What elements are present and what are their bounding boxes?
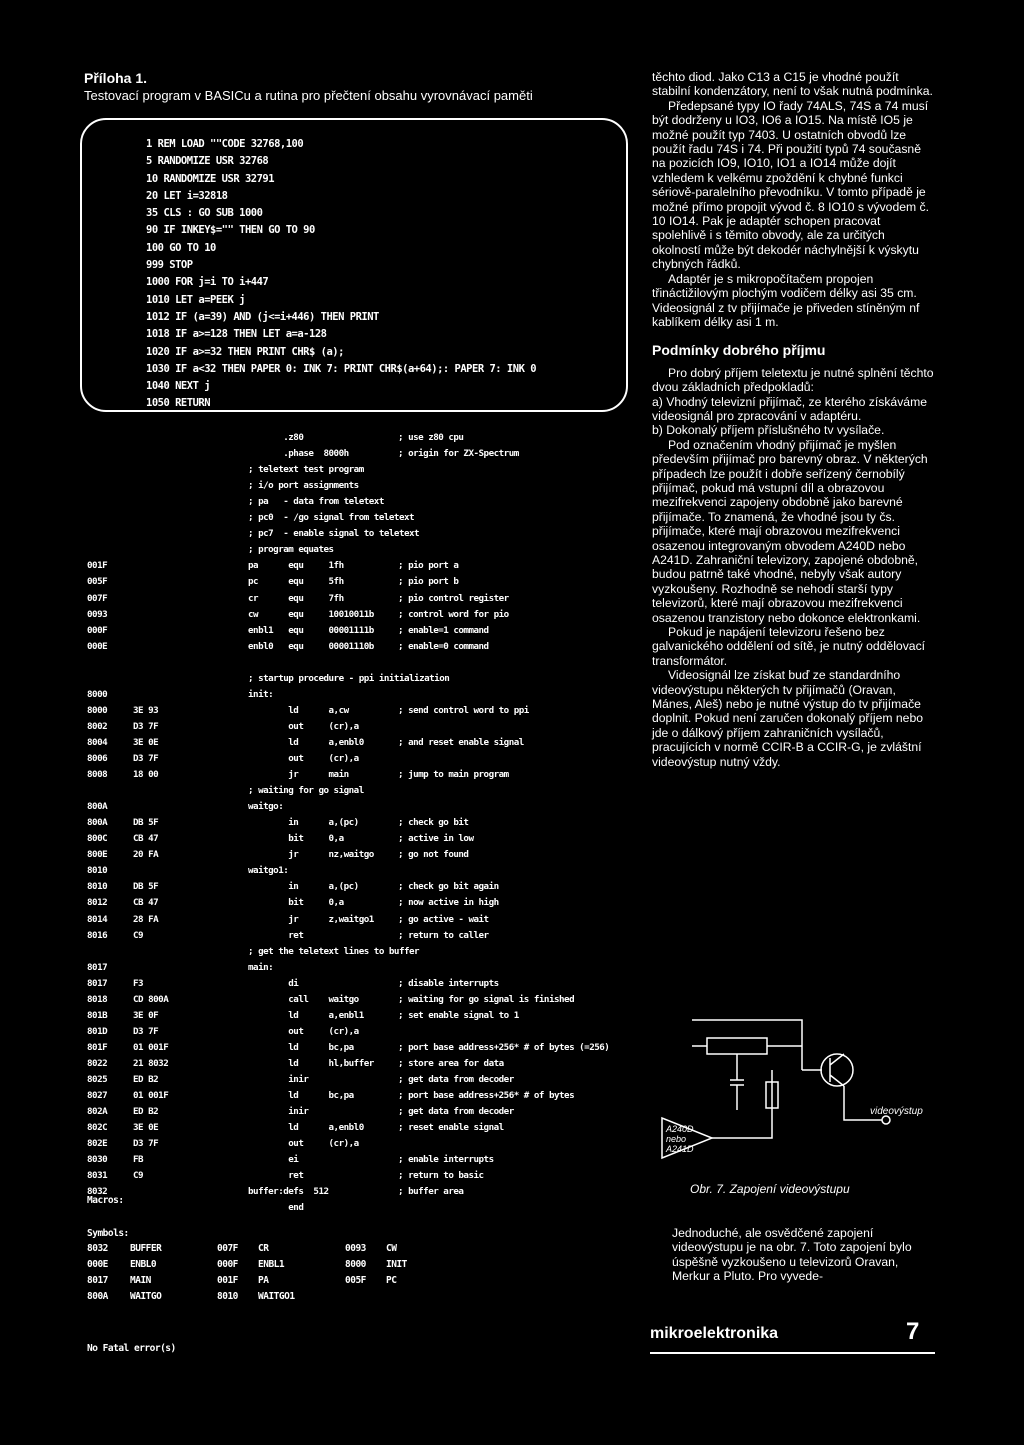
asm-comment: ; use z80 cpu	[398, 432, 464, 443]
asm-source: di	[248, 977, 299, 989]
asm-source: in a,(pc)	[248, 817, 359, 829]
asm-address: 8022	[87, 1057, 108, 1069]
asm-address: 000E	[87, 640, 108, 652]
asm-comment: ; active in low	[398, 833, 474, 845]
basic-line: 1030 IF a<32 THEN PAPER 0: INK 7: PRINT CHR$(a+64);: PAPER 7: INK 0	[146, 362, 537, 375]
asm-comment: ; check go bit again	[398, 881, 499, 893]
asm-address: 8012	[87, 897, 108, 909]
asm-address: 8008	[87, 769, 108, 781]
asm-comment: ; disable interrupts	[398, 977, 499, 989]
asm-comment: ; pio port a	[398, 560, 459, 572]
symbol-name: CR	[258, 1243, 269, 1254]
symbol-name: BUFFER	[130, 1243, 162, 1254]
asm-opcode: FB	[133, 1154, 144, 1166]
asm-comment: ; and reset enable signal	[398, 736, 524, 748]
chip-label: nebo	[666, 1134, 687, 1144]
asm-opcode: 3E 0E	[133, 736, 159, 748]
asm-address: 005F	[87, 576, 108, 588]
asm-comment: ; control word for pio	[398, 608, 509, 620]
basic-line: 35 CLS : GO SUB 1000	[146, 207, 263, 220]
asm-source: cr equ 7fh	[248, 592, 344, 604]
asm-source: ; waiting for go signal	[248, 785, 364, 797]
asm-source: waitgo:	[248, 801, 284, 813]
basic-line: 1040 NEXT j	[146, 380, 211, 393]
asm-opcode: D3 7F	[133, 1025, 159, 1037]
asm-source: inir	[248, 1074, 309, 1085]
basic-line: 999 STOP	[146, 259, 193, 272]
asm-opcode: CD 800A	[133, 993, 169, 1005]
symbol-value: 005F	[345, 1275, 366, 1286]
asm-source: ; startup procedure - ppi initialization	[248, 672, 450, 684]
asm-comment: ; enable=0 command	[398, 640, 489, 652]
basic-line: 1 REM LOAD ""CODE 32768,100	[146, 138, 304, 150]
asm-opcode: DB 5F	[133, 817, 159, 829]
asm-opcode: D3 7F	[133, 720, 159, 732]
symbol-value: 001F	[217, 1275, 238, 1286]
asm-comment: ; return to basic	[398, 1170, 484, 1182]
asm-comment: ; buffer area	[398, 1186, 464, 1198]
basic-line: 90 IF INKEY$="" THEN GO TO 90	[146, 224, 315, 237]
magazine-name: mikroelektronika	[650, 1325, 779, 1342]
asm-address: 8031	[87, 1170, 108, 1182]
asm-source: main:	[248, 961, 274, 973]
basic-line: 1010 LET a=PEEK j	[146, 293, 245, 306]
list-item: a) Vhodný televizní přijímač, ze kterého získáváme videosignál pro zpracování v adaptéru.	[652, 394, 928, 423]
symbol-name: INIT	[386, 1259, 407, 1270]
appendix-title: Příloha 1.	[84, 70, 148, 86]
asm-source: out (cr),a	[248, 753, 359, 764]
basic-line: 1000 FOR j=i TO i+447	[146, 276, 269, 289]
asm-source: cw equ 10010011b	[248, 608, 374, 620]
asm-opcode: D3 7F	[133, 1138, 159, 1150]
paragraph: Předepsané typy IO řady 74ALS, 74S a 74 musí být dodrženy u IO3, IO6 a IO15. Na místě IO5 je možné použít typ 7403. U ostatních obvodů lze použít řadu 74S i 74. Při použití typů 74 současně na pozicích IO9, IO10, IO1 a IO14 může dojít vzhledem k velkému zpoždění k chybné funkci sériově-paralelního převodníku. V tomto případě je možné přímo propojit vývod č. 8 IO10 s vývodem č. 10 IO14. Pak je adaptér schopen pracovat spolehlivě i s těmito obvody, ale za určitých okolností může být dekodér náchylnější k výskytu chybných řádků.	[652, 98, 930, 272]
no-fatal-errors: No Fatal error(s)	[87, 1343, 176, 1354]
asm-source: waitgo1:	[248, 865, 289, 877]
asm-address: 8006	[87, 753, 108, 764]
symbol-value: 8017	[87, 1275, 108, 1286]
paragraph: Pod označením vhodný přijímač je myšlen především přijímač pro barevný obraz. V některých případech lze použít i dobře seřízený černobílý přijímač, pokud má vstupní díl a obrazovou mezifrekvenci zapojeny obdobně jako barevné přijímače. To znamená, že vhodné jsou ty čs. přijímače, které mají obrazovou mezifrekvenci osazenou integrovaným obvodem A240D nebo A241D. Zahraniční televizory, zapojené obdobně, budou patrně také vhodné, nebyly však autory vyzkoušeny. Rozhodně se nehodí starší typy televizorů, které mají obrazovou mezifrekvenci osazenou tranzistory nebo dokonce elektronkami.	[652, 437, 928, 625]
asm-opcode: C9	[133, 1170, 144, 1182]
asm-address: 8010	[87, 881, 108, 893]
schematic-transistor-leads	[830, 1054, 844, 1086]
asm-opcode: 18 00	[133, 769, 159, 781]
asm-comment: ; get data from decoder	[398, 1106, 514, 1118]
asm-address: 8032	[87, 1186, 108, 1198]
asm-opcode: 3E 93	[133, 704, 159, 716]
asm-source: ld a,enbl0	[248, 1122, 364, 1134]
basic-line: 1050 RETURN	[146, 397, 211, 410]
asm-comment: ; go not found	[398, 849, 469, 861]
asm-opcode: 3E 0F	[133, 1009, 159, 1021]
asm-address: 8017	[87, 977, 108, 989]
asm-comment: ; enable=1 command	[398, 624, 489, 636]
asm-source: call waitgo	[248, 993, 359, 1005]
asm-address: 801D	[87, 1025, 108, 1037]
asm-opcode: DB 5F	[133, 881, 159, 893]
asm-comment: ; origin for ZX-Spectrum	[398, 448, 519, 460]
paragraph: Pokud je napájení televizoru řešeno bez galvanického oddělení od sítě, je nutný oddělovací transformátor.	[652, 625, 926, 668]
schematic-wire	[712, 1110, 772, 1138]
asm-source: inir	[248, 1106, 309, 1118]
asm-source: ret	[248, 929, 304, 941]
asm-address: 001F	[87, 560, 108, 572]
asm-source: buffer:defs 512	[248, 1186, 329, 1198]
asm-comment: ; check go bit	[398, 817, 469, 829]
asm-address: 800E	[87, 849, 108, 861]
asm-address: 8002	[87, 720, 108, 732]
symbol-value: 0093	[345, 1243, 366, 1254]
asm-source: out (cr),a	[248, 1025, 359, 1037]
asm-address: 000F	[87, 624, 108, 636]
asm-source: ei	[248, 1154, 299, 1166]
asm-opcode: F3	[133, 977, 144, 989]
paragraph: Videosignál lze získat buď ze standardního videovýstupu některých tv přijímačů (Oravan, Mánes, Aleš) nebo je nutné výstup do tv přijímače doplnit. Pokud není zaručen dokonalý příjem nebo jde o dálkový příjem zahraničních vysílačů, pracujících v normě CCIR-B a CCIR-G, je zvláštní videovýstup nutný vždy.	[652, 668, 924, 769]
asm-comment: ; pio port b	[398, 576, 459, 588]
asm-opcode: 21 8032	[133, 1057, 169, 1069]
schematic-capacitor	[730, 1080, 744, 1085]
symbol-value: 007F	[217, 1243, 238, 1254]
asm-comment: ; send control word to ppi	[398, 704, 529, 716]
basic-line: 1012 IF (a=39) AND (j<=i+446) THEN PRINT	[146, 310, 379, 323]
asm-comment: ; port base address+256* # of bytes	[398, 1090, 575, 1102]
asm-address: 8025	[87, 1074, 108, 1085]
paragraph: Pro dobrý příjem teletextu je nutné splnění těchto dvou základních předpokladů:	[652, 365, 934, 395]
footer-rule	[650, 1352, 935, 1354]
asm-address: 8014	[87, 913, 108, 925]
asm-source: in a,(pc)	[248, 881, 359, 893]
basic-line: 1018 IF a>=128 THEN LET a=a-128	[146, 328, 327, 341]
asm-address: 801B	[87, 1009, 108, 1021]
asm-address: 8030	[87, 1154, 108, 1166]
chip-label: A241D	[666, 1144, 694, 1154]
asm-source: .phase 8000h	[248, 448, 349, 460]
asm-comment: ; enable interrupts	[398, 1154, 494, 1166]
symbol-name: ENBL1	[258, 1259, 285, 1270]
paragraph: Adaptér je s mikropočítačem propojen třináctižilovým plochým vodičem délky asi 35 cm. Videosignál z tv přijímače je přiveden stíněným nf kablíkem délky asi 1 m.	[652, 271, 920, 329]
symbol-name: ENBL0	[130, 1259, 157, 1270]
macros-label: Macros:	[87, 1195, 124, 1206]
asm-source: out (cr),a	[248, 720, 359, 732]
asm-source: ld bc,pa	[248, 1090, 354, 1102]
asm-source: pc equ 5fh	[248, 576, 344, 588]
paragraph: těchto diod. Jako C13 a C15 je vhodné použít stabilní kondenzátory, není to však nutná podmínka.	[652, 70, 933, 99]
basic-line: 5 RANDOMIZE USR 32768	[146, 155, 269, 168]
asm-opcode: CB 47	[133, 897, 159, 909]
asm-source: jr z,waitgo1	[248, 913, 374, 925]
symbol-name: WAITGO	[130, 1291, 162, 1302]
asm-address: 802E	[87, 1138, 108, 1150]
chip-label: A240D	[666, 1124, 694, 1134]
asm-opcode: 01 001F	[133, 1090, 169, 1102]
asm-comment: ; pio control register	[398, 592, 509, 604]
symbol-name: MAIN	[130, 1275, 151, 1286]
basic-listing	[146, 136, 536, 413]
asm-address: 007F	[87, 592, 108, 604]
asm-address: 800C	[87, 833, 108, 845]
asm-address: 8010	[87, 865, 108, 877]
asm-comment: ; now active in high	[398, 897, 499, 909]
symbol-name: CW	[386, 1243, 397, 1254]
asm-source: ; teletext test program	[248, 464, 364, 476]
symbol-value: 8032	[87, 1243, 108, 1254]
asm-address: 0093	[87, 608, 108, 620]
asm-source: ld bc,pa	[248, 1041, 354, 1053]
asm-address: 8000	[87, 688, 108, 700]
asm-address: 8018	[87, 993, 108, 1005]
asm-source: ; pc0 - /go signal from teletext	[248, 512, 415, 524]
asm-address: 8027	[87, 1090, 108, 1102]
asm-opcode: CB 47	[133, 833, 159, 845]
asm-source: jr nz,waitgo	[248, 849, 374, 861]
asm-address: 801F	[87, 1041, 108, 1053]
symbol-value: 000E	[87, 1259, 108, 1270]
section-heading: Podmínky dobrého příjmu	[652, 342, 826, 359]
asm-comment: ; store area for data	[398, 1057, 504, 1069]
asm-opcode: 28 FA	[133, 913, 159, 925]
asm-source: ret	[248, 1170, 304, 1182]
asm-address: 800A	[87, 801, 108, 813]
asm-opcode: D3 7F	[133, 753, 159, 764]
basic-line: 100 GO TO 10	[146, 241, 216, 254]
asm-source: .z80	[248, 432, 304, 443]
asm-address: 802C	[87, 1122, 108, 1134]
asm-source: enbl0 equ 00001110b	[248, 640, 374, 652]
asm-source: ld a,cw	[248, 704, 349, 716]
asm-source: ld a,enbl1	[248, 1009, 364, 1021]
symbol-name: WAITGO1	[258, 1291, 295, 1302]
asm-address: 800A	[87, 817, 108, 829]
symbols-label: Symbols:	[87, 1228, 129, 1239]
right-column-text	[652, 70, 934, 769]
asm-comment: ; reset enable signal	[398, 1122, 504, 1134]
symbol-value: 8000	[345, 1259, 366, 1270]
asm-address: 802A	[87, 1106, 108, 1118]
schematic-wire	[692, 1020, 802, 1070]
asm-source: init:	[248, 688, 274, 700]
asm-opcode: ED B2	[133, 1106, 159, 1118]
asm-source: ld a,enbl0	[248, 736, 364, 748]
asm-source: out (cr),a	[248, 1138, 359, 1150]
asm-comment: ; get data from decoder	[398, 1074, 514, 1085]
asm-address: 8016	[87, 929, 108, 941]
asm-address: 8017	[87, 961, 108, 973]
asm-source: ; i/o port assignments	[248, 480, 359, 492]
basic-line: 1020 IF a>=32 THEN PRINT CHR$ (a);	[146, 345, 344, 358]
asm-source: ; pc7 - enable signal to teletext	[248, 528, 420, 540]
output-label: videovýstup	[870, 1106, 923, 1117]
schematic-resistor	[707, 1038, 767, 1054]
appendix-caption: Testovací program v BASICu a rutina pro přečtení obsahu vyrovnávací paměti	[84, 88, 533, 103]
asm-source: ; program equates	[248, 544, 334, 556]
basic-line: 20 LET i=32818	[146, 189, 228, 202]
asm-source: jr main	[248, 769, 349, 781]
asm-opcode: 01 001F	[133, 1041, 169, 1053]
asm-comment: ; go active - wait	[398, 913, 489, 925]
asm-source: enbl1 equ 00001111b	[248, 624, 374, 636]
symbol-value: 000F	[217, 1259, 238, 1270]
asm-opcode: 3E 0E	[133, 1122, 159, 1134]
asm-source: ; pa - data from teletext	[248, 496, 384, 508]
asm-comment: ; return to caller	[398, 929, 489, 941]
symbol-value: 8010	[217, 1291, 238, 1302]
symbol-name: PC	[386, 1275, 397, 1286]
asm-address: 8004	[87, 736, 108, 748]
asm-source: ld hl,buffer	[248, 1057, 374, 1069]
asm-source: pa equ 1fh	[248, 560, 344, 572]
asm-comment: ; jump to main program	[398, 769, 509, 781]
asm-address: 8000	[87, 704, 108, 716]
symbol-value: 800A	[87, 1291, 108, 1302]
asm-source: bit 0,a	[248, 833, 344, 845]
asm-source: bit 0,a	[248, 897, 344, 909]
basic-line: 10 RANDOMIZE USR 32791	[146, 172, 275, 185]
asm-comment: ; waiting for go signal is finished	[398, 993, 575, 1005]
asm-opcode: 20 FA	[133, 849, 159, 861]
asm-source: ; get the teletext lines to buffer	[248, 945, 420, 957]
page-number: 7	[906, 1318, 920, 1345]
schematic-output-terminal	[882, 1116, 890, 1124]
asm-opcode: C9	[133, 929, 144, 941]
asm-comment: ; set enable signal to 1	[398, 1009, 519, 1021]
asm-source: end	[248, 1202, 304, 1214]
list-item: b) Dokonalý příjem příslušného tv vysílače.	[652, 423, 885, 438]
symbol-name: PA	[258, 1275, 269, 1286]
asm-comment: ; port base address+256* # of bytes (=256)	[398, 1041, 610, 1053]
asm-opcode: ED B2	[133, 1074, 159, 1085]
paragraph: Jednoduché, ale osvědčené zapojení videovýstupu je na obr. 7. Toto zapojení bylo úspěšně vyzkoušeno u televizorů Oravan, Merkur a Pluto. Pro vyvede-	[672, 1226, 912, 1284]
figure-caption: Obr. 7. Zapojení videovýstupu	[690, 1182, 850, 1196]
video-output-schematic	[652, 1010, 932, 1178]
